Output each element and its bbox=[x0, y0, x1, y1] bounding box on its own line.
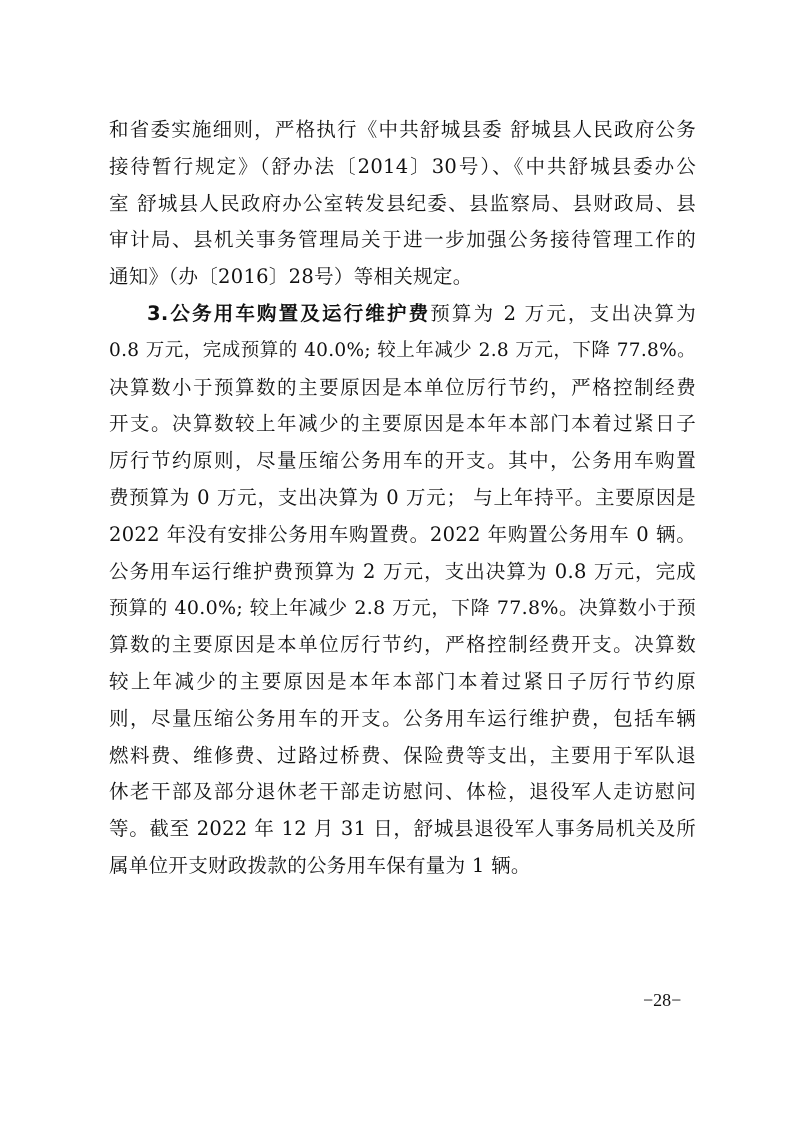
text-line: 等。截至 2022 年 12 月 31 日，舒城县退役军人事务局机关及所 bbox=[109, 817, 696, 841]
paragraph-vehicle-expenses bbox=[109, 296, 696, 885]
heading-line-rest: 预算为 2 万元，支出决算为 bbox=[430, 301, 696, 325]
text-line: 审计局、县机关事务管理局关于进一步加强公务接待管理工作的 bbox=[109, 228, 696, 252]
text-line: 2022 年没有安排公务用车购置费。2022 年购置公务用车 0 辆。 bbox=[109, 522, 696, 546]
text-line: 0.8 万元，完成预算的 40.0%; 较上年减少 2.8 万元，下降 77.8%。 bbox=[109, 339, 696, 361]
text-line: 公务用车运行维护费预算为 2 万元，支出决算为 0.8 万元，完成 bbox=[109, 559, 696, 583]
text-line: 则，尽量压缩公务用车的开支。公务用车运行维护费，包括车辆 bbox=[109, 706, 696, 730]
page-number: −28− bbox=[643, 990, 682, 1010]
text-line: 厉行节约原则，尽量压缩公务用车的开支。其中，公务用车购置 bbox=[109, 449, 696, 473]
text-line: 较上年减少的主要原因是本年本部门本着过紧日子厉行节约原 bbox=[109, 669, 696, 693]
text-line bbox=[109, 296, 696, 333]
text-line: 费预算为 0 万元，支出决算为 0 万元； 与上年持平。主要原因是 bbox=[109, 485, 696, 509]
text-line: 通知》（办〔2016〕28号）等相关规定。 bbox=[109, 265, 473, 289]
text-line: 休老干部及部分退休老干部走访慰问、体检，退役军人走访慰问 bbox=[109, 780, 696, 804]
paragraph-reception-rules bbox=[109, 112, 696, 296]
text-line: 决算数小于预算数的主要原因是本单位厉行节约，严格控制经费 bbox=[109, 375, 696, 399]
text-line: 预算的 40.0%; 较上年减少 2.8 万元，下降 77.8%。决算数小于预 bbox=[109, 597, 696, 620]
body-text bbox=[109, 112, 696, 885]
text-line: 算数的主要原因是本单位厉行节约，严格控制经费开支。决算数 bbox=[109, 633, 696, 657]
text-line: 燃料费、维修费、过路过桥费、保险费等支出，主要用于军队退 bbox=[109, 743, 696, 767]
text-line: 属单位开支财政拨款的公务用车保有量为 1 辆。 bbox=[109, 853, 531, 877]
text-line: 室 舒城县人民政府办公室转发县纪委、县监察局、县财政局、县 bbox=[109, 191, 696, 215]
text-line: 开支。决算数较上年减少的主要原因是本年本部门本着过紧日子 bbox=[109, 412, 696, 436]
text-line: 和省委实施细则，严格执行《中共舒城县委 舒城县人民政府公务 bbox=[109, 118, 696, 141]
text-line: 接待暂行规定》（舒办法〔2014〕30号）、《中共舒城县委办公 bbox=[109, 154, 696, 178]
section-heading: 3.公务用车购置及运行维护费 bbox=[147, 301, 431, 325]
